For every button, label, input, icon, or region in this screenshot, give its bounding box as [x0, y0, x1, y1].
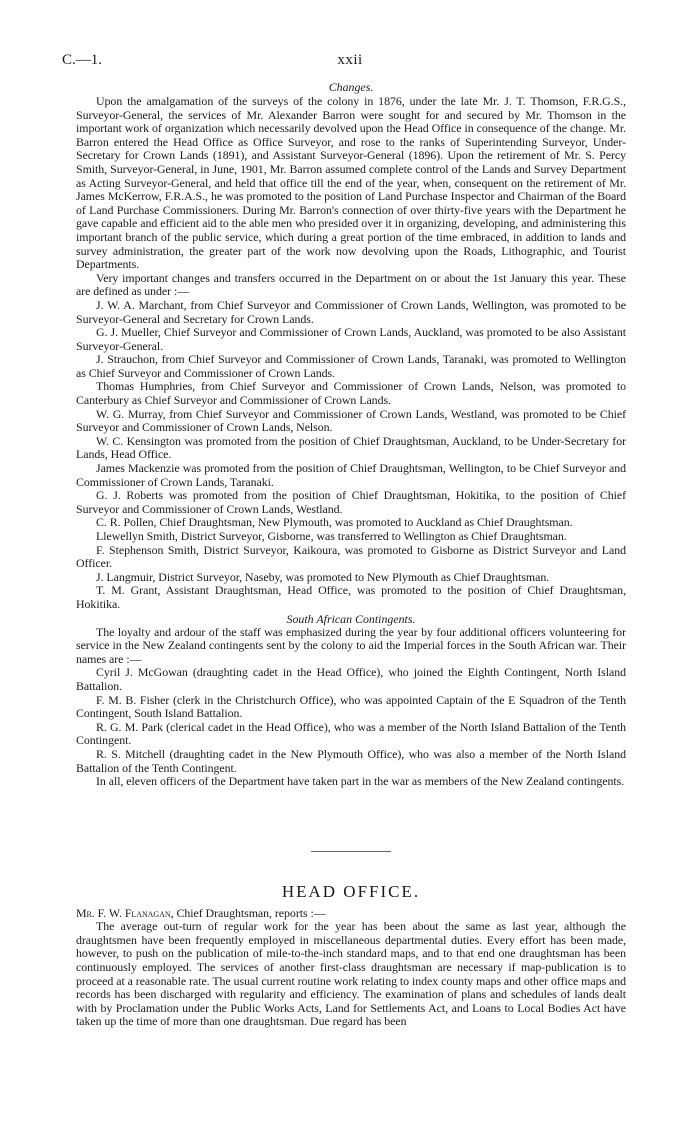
paragraph: T. M. Grant, Assistant Draughtsman, Head Office, was promoted to the position of Chief Draughtsman, Hokitika.: [76, 583, 626, 611]
paragraph: James Mackenzie was promoted from the position of Chief Draughtsman, Wellington, to be Chief Surveyor and Commissioner of Crown Lands, Taranaki.: [76, 461, 626, 489]
paragraph: F. M. B. Fisher (clerk in the Christchurch Office), who was appointed Captain of the E Squadron of the Tenth Contingent, South Island Battalion.: [76, 692, 626, 721]
paragraph: C. R. Pollen, Chief Draughtsman, New Plymouth, was promoted to Auckland as Chief Draughtsman.: [96, 515, 573, 530]
paragraph: The loyalty and ardour of the staff was emphasized during the year by four additional officers volunteering for service in the New Zealand contingents sent by the colony to aid the Imperial forces in the South African war. Their names are :—: [76, 624, 626, 666]
report-intro: [76, 907, 626, 921]
section-heading-changes: Changes.: [328, 80, 374, 94]
document-reference: C.—1.: [62, 52, 103, 68]
section-divider: [311, 851, 391, 852]
paragraph: J. Langmuir, District Surveyor, Naseby, was promoted to New Plymouth as Chief Draughtsman.: [96, 569, 550, 584]
paragraph: Very important changes and transfers occurred in the Department on or about the 1st January this year. These are defined as under :—: [76, 270, 626, 299]
paragraph: Upon the amalgamation of the surveys of the colony in 1876, under the late Mr. J. T. Thomson, F.R.G.S., Surveyor-General, the services of Mr. Alexander Barron were sought for and secured by Mr. Thomson in the important work of organization which necessarily devolved upon the Head Office in consequence of the change. Mr. Barron entered the Head Office as Office Surveyor, and rose to the ranks of Superintending Surveyor, Under-Secretary for Crown Lands (1891), and Assistant Surveyor-General (1896). Upon the retirement of Mr. S. Percy Smith, Surveyor-General, in June, 1901, Mr. Barron assumed complete control of the Lands and Survey Department as Acting Surveyor-General, and held that office till the end of the year, when, consequent on the retirement of Mr. James McKerrow, F.R.A.S., he was promoted to the position of Land Purchase Inspector and Chairman of the Board of Land Purchase Commissioners. During Mr. Barron's connection of over thirty-five years with the Department he gave capable and efficient aid to the able men who presided over it in organizing, developing, and administering this important branch of the public service, which during a great portion of the time embraced, in addition to lands and survey administration, the greater part of the work now devolving upon the Roads, Lithographic, and Tourist Departments.: [76, 94, 626, 272]
page-body: [76, 80, 626, 1029]
paragraph: R. S. Mitchell (draughting cadet in the New Plymouth Office), who was also a member of the North Island Battalion of the Tenth Contingent.: [76, 746, 626, 775]
paragraph: Llewellyn Smith, District Surveyor, Gisborne, was transferred to Wellington as Chief Draughtsman.: [96, 529, 567, 543]
paragraph: J. W. A. Marchant, from Chief Surveyor and Commissioner of Crown Lands, Wellington, was promoted to be Surveyor-General and Secretary for Crown Lands.: [76, 297, 626, 326]
paragraph: G. J. Mueller, Chief Surveyor and Commissioner of Crown Lands, Auckland, was promoted to be also Assistant Surveyor-General.: [76, 325, 626, 353]
paragraph: W. C. Kensington was promoted from the position of Chief Draughtsman, Auckland, to be Under-Secretary for Lands, Head Office.: [76, 433, 626, 462]
paragraph: J. Strauchon, from Chief Surveyor and Commissioner of Crown Lands, Taranaki, was promoted to Wellington as Chief Surveyor and Commissioner of Crown Lands.: [76, 352, 626, 380]
page-number: xxii: [337, 52, 363, 68]
paragraph: In all, eleven officers of the Department have taken part in the war as members of the New Zealand contingents.: [96, 774, 625, 789]
section-heading-south-african-contingents: South African Contingents.: [286, 611, 416, 626]
paragraph: The average out-turn of regular work for the year has been about the same as last year, although the draughtsmen have been frequently employed in miscellaneous departmental duties. Every effort has been made, however, to push on the publication of mile-to-the-inch standard maps, and to that end one draughtsman has been continuously employed. The services of another first-class draughtsman are necessary if map-publication is to proceed at a reasonable rate. The usual current routine work relating to index county maps and other office maps and records has been discharged with regularity and efficiency. The examination of plans and schedules of lands dealt with by Proclamation under the Public Works Acts, Land for Settlements Act, and Loans to Local Bodies Act have taken up the time of more than one draughtsman. Due regard has been: [76, 919, 626, 1029]
paragraph: G. J. Roberts was promoted from the position of Chief Draughtsman, Hokitika, to the position of Chief Surveyor and Commissioner of Crown Lands, Westland.: [76, 488, 626, 516]
section-heading-head-office: HEAD OFFICE.: [281, 881, 421, 901]
paragraph: Cyril J. McGowan (draughting cadet in the Head Office), who joined the Eighth Contingent, North Island Battalion.: [76, 665, 626, 693]
paragraph: W. G. Murray, from Chief Surveyor and Commissioner of Crown Lands, Westland, was promoted to be Chief Surveyor and Commissioner of Crown Lands, Nelson.: [76, 406, 626, 435]
reporter-title: Chief Draughtsman, reports :—: [173, 905, 326, 920]
paragraph: F. Stephenson Smith, District Surveyor, Kaikoura, was promoted to Gisborne as District Surveyor and Land Officer.: [76, 542, 626, 571]
paragraph: R. G. M. Park (clerical cadet in the Head Office), who was a member of the North Island Battalion of the Tenth Contingent.: [76, 719, 626, 748]
reporter-name: Mr. F. W. Flanagan,: [76, 905, 174, 920]
paragraph: Thomas Humphries, from Chief Surveyor and Commissioner of Crown Lands, Nelson, was promoted to Canterbury as Chief Surveyor and Commissioner of Crown Lands.: [76, 379, 626, 408]
